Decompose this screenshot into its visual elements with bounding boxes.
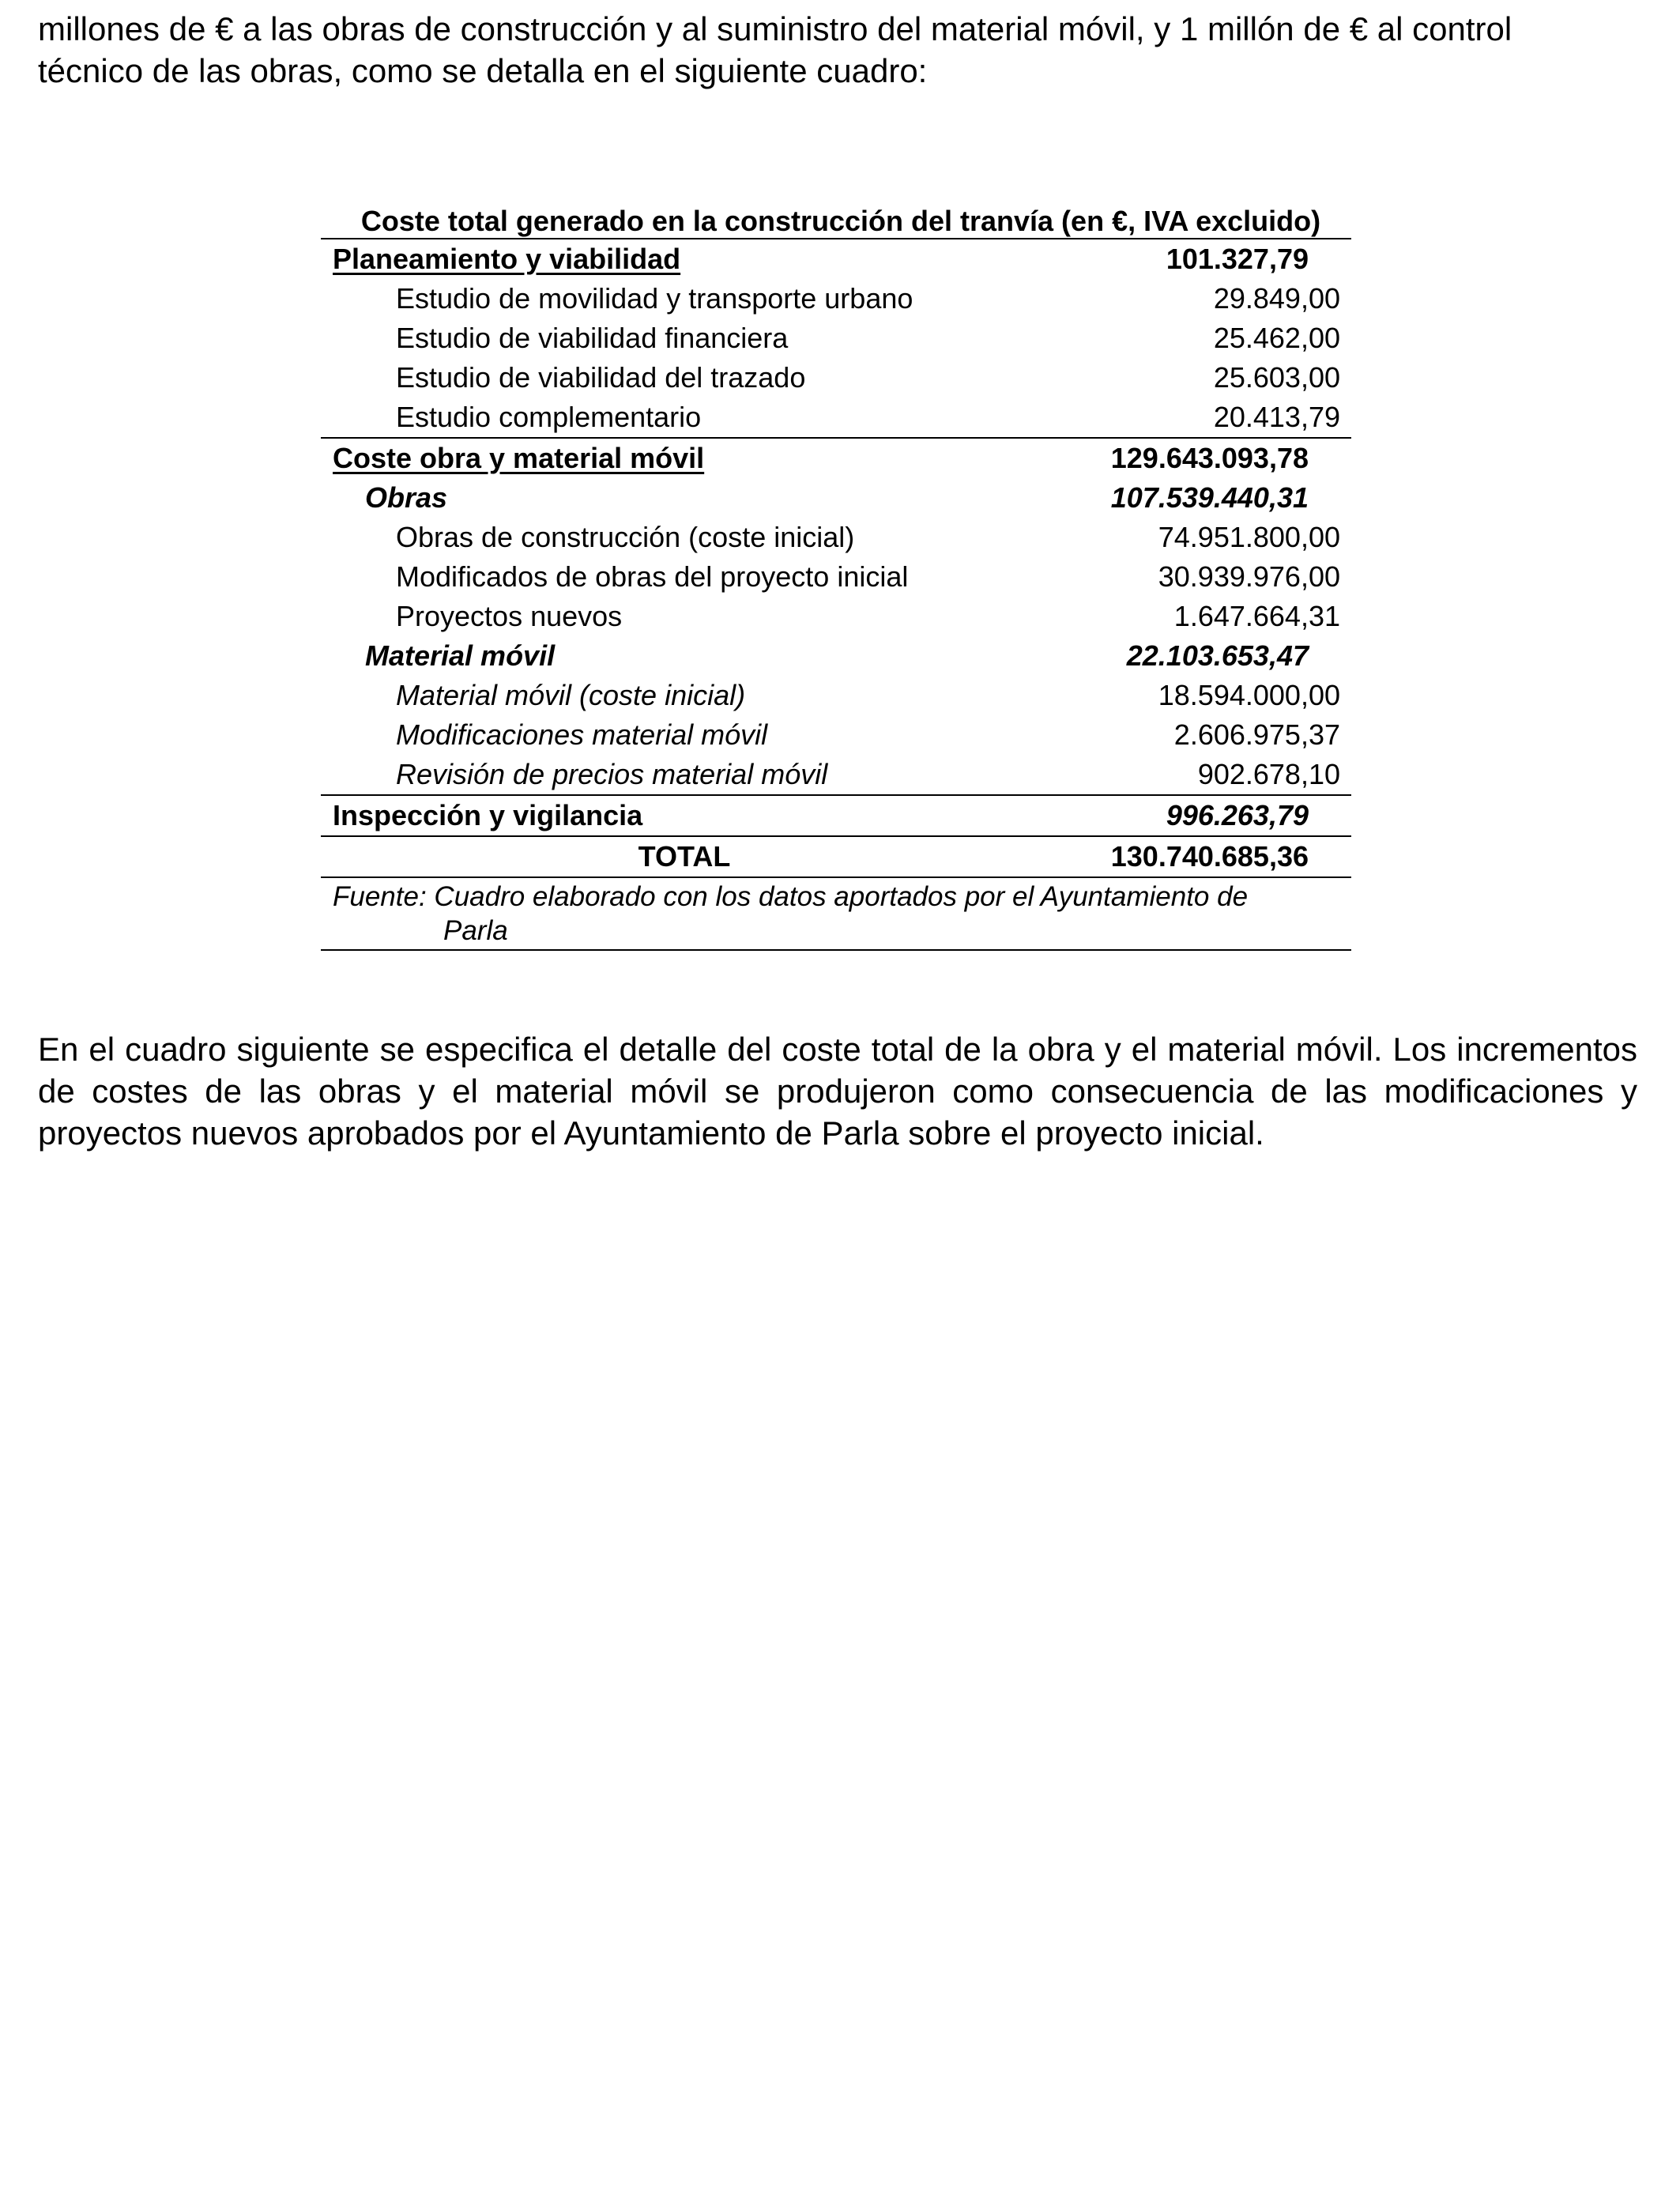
table-row <box>321 676 1351 715</box>
row-label: Material móvil <box>365 639 556 672</box>
row-value: 902.678,10 <box>1197 758 1340 790</box>
table-row-material-movil <box>321 636 1351 676</box>
table-row-obras <box>321 478 1351 518</box>
table-caption: Coste total generado en la construcción del tranvía (en €, IVA excluido) <box>321 205 1351 239</box>
intro-line-1: millones de € a las obras de construcción y al suministro del material móvil, y 1 millón de € al control <box>38 10 1512 47</box>
row-value: 20.413,79 <box>1213 401 1340 433</box>
row-value: 25.603,00 <box>1213 361 1340 394</box>
cost-table <box>321 205 1351 951</box>
table-row-inspeccion <box>321 796 1351 837</box>
row-value: 30.939.976,00 <box>1158 560 1340 593</box>
intro-paragraph <box>38 8 1637 92</box>
row-label: Estudio de viabilidad del trazado <box>396 361 806 394</box>
table-row-coste-obra <box>321 439 1351 478</box>
row-value: 1.647.664,31 <box>1173 600 1340 632</box>
row-value: 74.951.800,00 <box>1158 521 1340 553</box>
row-value: 129.643.093,78 <box>1110 442 1309 474</box>
row-label: Estudio de movilidad y transporte urbano <box>396 282 913 315</box>
row-label: Estudio complementario <box>396 401 702 433</box>
row-value: 996.263,79 <box>1166 799 1309 831</box>
table-row <box>321 319 1351 358</box>
source-line-1: Fuente: Cuadro elaborado con los datos aportados por el Ayuntamiento de <box>333 881 1249 912</box>
row-value: 25.462,00 <box>1213 322 1340 354</box>
row-label: Modificaciones material móvil <box>396 718 768 751</box>
row-value: 22.103.653,47 <box>1126 639 1309 672</box>
row-label: Revisión de precios material móvil <box>396 758 828 790</box>
row-label: Material móvil (coste inicial) <box>396 679 746 711</box>
table-source-note <box>321 876 1351 951</box>
table-row <box>321 358 1351 398</box>
row-value: 107.539.440,31 <box>1110 481 1309 514</box>
row-label: Planeamiento y viabilidad <box>333 243 681 275</box>
table-row-planeamiento <box>321 239 1351 279</box>
table-row <box>321 755 1351 796</box>
closing-paragraph: En el cuadro siguiente se especifica el detalle del coste total de la obra y el material móvil. Los incrementos de costes de las obras y el material móvil se produjeron como consecuencia de las modificaciones y proyectos nuevos aprobados por el Ayuntamiento de Parla sobre el proyecto inicial. <box>38 1031 1637 1152</box>
total-label: TOTAL <box>638 840 731 873</box>
row-label: Estudio de viabilidad financiera <box>396 322 789 354</box>
row-value: 2.606.975,37 <box>1173 718 1340 751</box>
row-label: Modificados de obras del proyecto inicial <box>396 560 909 593</box>
total-value: 130.740.685,36 <box>1110 840 1309 873</box>
source-line-2: Parla <box>443 915 508 946</box>
row-label: Inspección y vigilancia <box>333 799 643 831</box>
row-value: 18.594.000,00 <box>1158 679 1340 711</box>
row-label: Coste obra y material móvil <box>333 442 705 474</box>
table-row-total <box>321 837 1351 876</box>
intro-line-2: técnico de las obras, como se detalla en el siguiente cuadro: <box>38 52 928 89</box>
table-row <box>321 557 1351 597</box>
row-value: 101.327,79 <box>1166 243 1309 275</box>
table-row <box>321 597 1351 636</box>
row-label: Obras de construcción (coste inicial) <box>396 521 855 553</box>
table-row <box>321 279 1351 319</box>
table-row <box>321 715 1351 755</box>
table-row <box>321 398 1351 439</box>
row-label: Obras <box>365 481 448 514</box>
table-row <box>321 518 1351 557</box>
row-label: Proyectos nuevos <box>396 600 623 632</box>
row-value: 29.849,00 <box>1213 282 1340 315</box>
